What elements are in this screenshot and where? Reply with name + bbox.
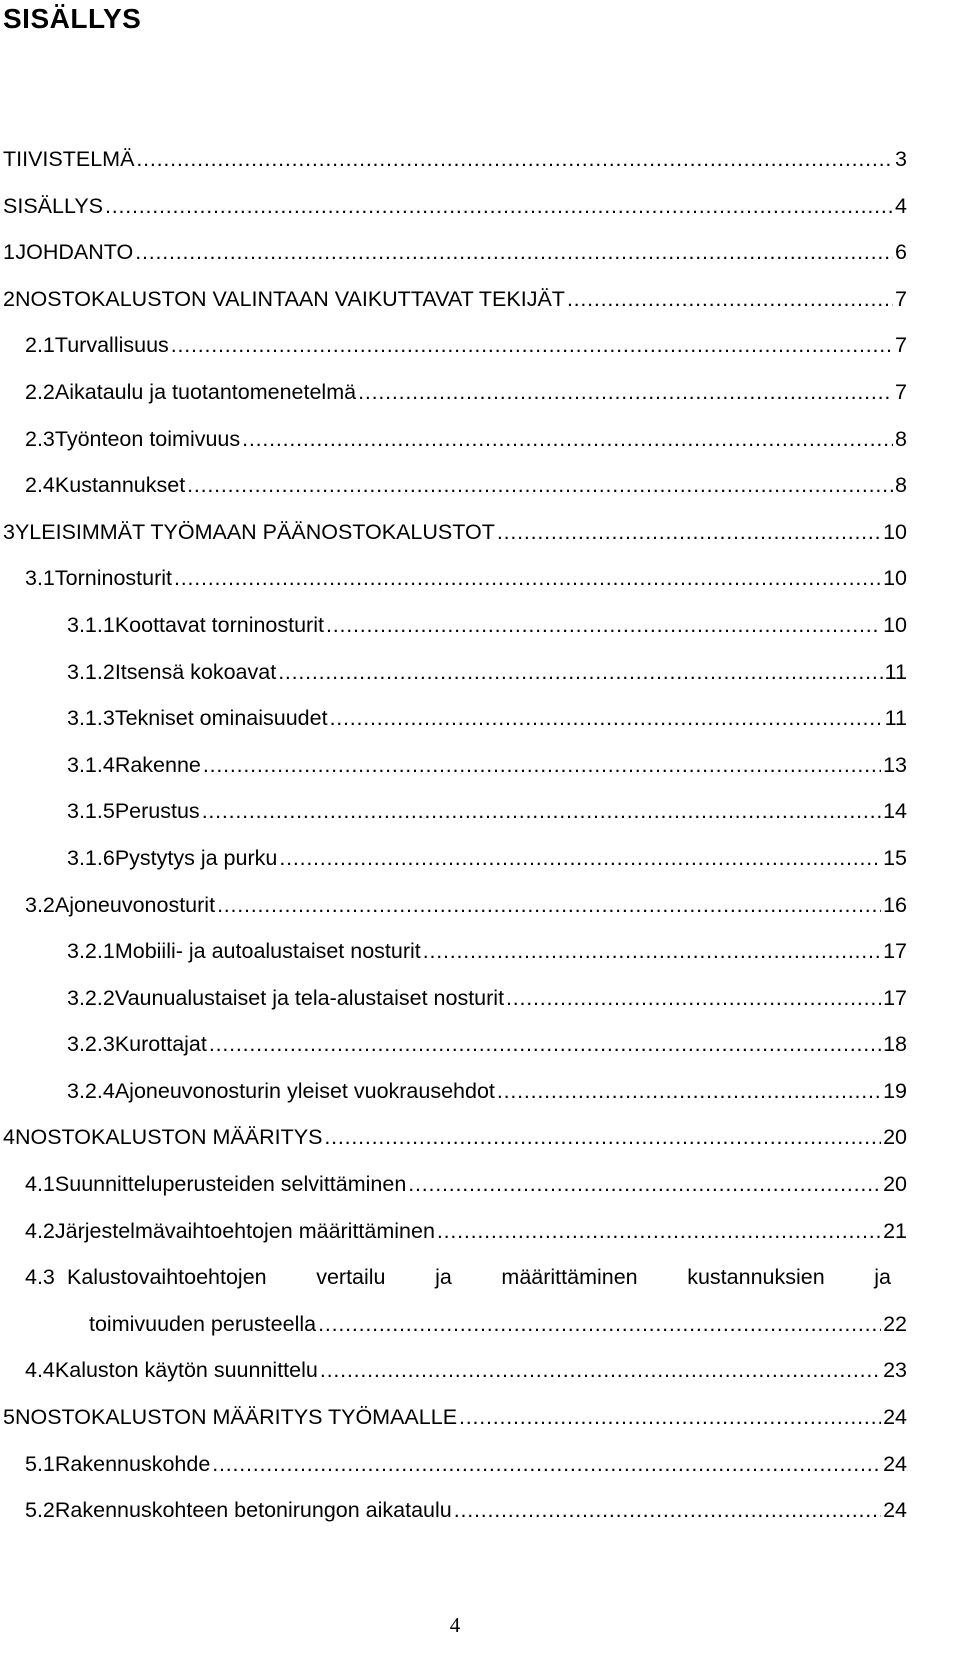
toc-entry-page: 13 <box>883 752 907 777</box>
toc-entry-title: Työnteon toimivuus <box>54 426 241 451</box>
toc-entry-title: NOSTOKALUSTON MÄÄRITYS TYÖMAALLE <box>14 1405 458 1430</box>
toc-entry[interactable] <box>3 1122 907 1169</box>
toc-entry-page: 16 <box>883 892 907 917</box>
toc-entry[interactable] <box>3 843 907 890</box>
toc-entry-title: Turvallisuus <box>54 333 169 358</box>
toc-entry[interactable] <box>3 750 907 797</box>
dot-leader <box>358 377 893 407</box>
toc-entry-number: 3.2 <box>25 892 55 917</box>
toc-entry-page: 10 <box>883 612 907 637</box>
toc-entry-title: Koottavat torninosturit <box>114 612 324 637</box>
dot-leader <box>279 843 881 873</box>
toc-entry[interactable] <box>3 330 907 377</box>
page-heading: SISÄLLYS <box>3 3 142 34</box>
dot-leader <box>105 191 893 221</box>
dot-leader <box>209 1029 881 1059</box>
toc-entry-title: YLEISIMMÄT TYÖMAAN PÄÄNOSTOKALUSTOT <box>14 519 495 544</box>
dot-leader <box>136 144 893 174</box>
toc-entry-number: 4.2 <box>25 1218 55 1243</box>
toc-entry[interactable] <box>3 1495 907 1542</box>
toc-entry-title: Vaunualustaiset ja tela-alustaiset nosturit <box>114 985 505 1010</box>
table-of-contents <box>3 144 907 1542</box>
toc-entry-title: Pystytys ja purku <box>114 845 278 870</box>
toc-entry-number: 2.1 <box>25 333 55 358</box>
dot-leader <box>506 983 881 1013</box>
toc-entry-number: 4 <box>3 1125 15 1150</box>
toc-entry-title: Perustus <box>114 799 200 824</box>
toc-entry-page: 11 <box>884 706 907 731</box>
toc-entry-number: 2.3 <box>25 426 55 451</box>
dot-leader <box>171 330 893 360</box>
toc-entry-number: 3.1.5 <box>67 799 115 824</box>
toc-entry-page: 23 <box>883 1358 907 1383</box>
dot-leader <box>423 936 881 966</box>
toc-entry-second-line <box>25 1309 907 1356</box>
toc-entry-word: määrittäminen <box>501 1265 638 1290</box>
toc-entry[interactable] <box>3 796 907 843</box>
toc-entry-title: NOSTOKALUSTON MÄÄRITYS <box>14 1125 323 1150</box>
toc-entry-title <box>67 1262 891 1309</box>
toc-entry-number: 1 <box>3 240 15 265</box>
toc-entry-page: 8 <box>895 473 907 498</box>
toc-entry-multiline[interactable] <box>3 1262 907 1355</box>
dot-leader <box>330 703 883 733</box>
toc-entry-title: SISÄLLYS <box>3 193 103 218</box>
toc-entry-page: 24 <box>883 1451 907 1476</box>
dot-leader <box>497 1076 881 1106</box>
toc-entry-number: 4.3 <box>25 1265 55 1290</box>
toc-entry-page: 17 <box>883 985 907 1010</box>
toc-entry[interactable] <box>3 610 907 657</box>
toc-entry-title: Rakennuskohde <box>54 1451 211 1476</box>
dot-leader <box>242 424 893 454</box>
dot-leader <box>408 1169 881 1199</box>
toc-entry-title: Aikataulu ja tuotantomenetelmä <box>54 379 357 404</box>
toc-entry-number: 3.2.3 <box>67 1032 115 1057</box>
dot-leader <box>459 1402 881 1432</box>
toc-entry[interactable] <box>3 470 907 517</box>
toc-entry[interactable] <box>3 1449 907 1496</box>
toc-entry-page: 4 <box>895 193 907 218</box>
toc-entry[interactable] <box>3 1402 907 1449</box>
toc-entry-number: 2.2 <box>25 379 55 404</box>
toc-entry-title: Kustannukset <box>54 473 186 498</box>
toc-entry-title: NOSTOKALUSTON VALINTAAN VAIKUTTAVAT TEKIJÄT <box>14 286 565 311</box>
toc-entry[interactable] <box>3 1029 907 1076</box>
toc-entry-title-continuation: toimivuuden perusteella <box>89 1311 317 1336</box>
toc-entry[interactable] <box>3 890 907 937</box>
toc-entry[interactable] <box>3 284 907 331</box>
toc-entry-page: 19 <box>883 1078 907 1103</box>
toc-entry-page: 17 <box>883 939 907 964</box>
toc-entry-word: Kalustovaihtoehtojen <box>67 1265 267 1290</box>
dot-leader <box>454 1495 881 1525</box>
toc-entry-page: 24 <box>883 1405 907 1430</box>
toc-entry-word: vertailu <box>316 1265 386 1290</box>
toc-entry[interactable] <box>3 936 907 983</box>
dot-leader <box>212 1449 881 1479</box>
toc-entry[interactable] <box>3 1355 907 1402</box>
toc-entry[interactable] <box>3 1169 907 1216</box>
toc-entry-page: 22 <box>883 1311 907 1336</box>
toc-entry-number: 3.1.3 <box>67 706 115 731</box>
toc-entry-page: 10 <box>883 519 907 544</box>
toc-entry-number: 3.2.1 <box>67 939 115 964</box>
dot-leader <box>217 890 881 920</box>
toc-entry-page: 15 <box>883 845 907 870</box>
toc-entry-title: TIIVISTELMÄ <box>3 147 135 171</box>
toc-entry-title: Itsensä kokoavat <box>114 659 277 684</box>
toc-entry[interactable] <box>3 983 907 1030</box>
toc-entry-page: 7 <box>895 286 907 311</box>
toc-entry-number: 3.1 <box>25 566 55 591</box>
toc-entry-page: 20 <box>883 1172 907 1197</box>
dot-leader <box>326 610 881 640</box>
toc-entry-page: 8 <box>895 426 907 451</box>
toc-entry-page: 3 <box>895 147 907 171</box>
toc-entry-page: 18 <box>883 1032 907 1057</box>
toc-entry-page: 14 <box>883 799 907 824</box>
toc-entry-page: 11 <box>884 659 907 684</box>
dot-leader <box>567 284 893 314</box>
toc-entry[interactable] <box>3 377 907 424</box>
toc-entry[interactable] <box>3 237 907 284</box>
toc-entry-page: 7 <box>895 379 907 404</box>
toc-entry-page: 10 <box>883 566 907 591</box>
toc-entry-page: 6 <box>895 240 907 265</box>
toc-entry[interactable] <box>3 191 907 238</box>
dot-leader <box>135 237 893 267</box>
toc-entry-title: Kaluston käytön suunnittelu <box>54 1358 318 1383</box>
toc-entry[interactable] <box>3 1216 907 1263</box>
toc-entry-number: 3.1.2 <box>67 659 115 684</box>
toc-entry-page: 21 <box>883 1218 907 1243</box>
toc-entry-number: 5 <box>3 1405 15 1430</box>
toc-entry-word: kustannuksien <box>687 1265 825 1290</box>
toc-entry-title: Suunnitteluperusteiden selvittäminen <box>54 1172 407 1197</box>
toc-entry-title: JOHDANTO <box>15 240 134 265</box>
toc-entry-number: 3 <box>3 519 15 544</box>
toc-entry-page: 7 <box>895 333 907 358</box>
toc-entry[interactable] <box>3 424 907 471</box>
toc-entry-number: 3.1.1 <box>67 612 115 637</box>
toc-entry[interactable] <box>3 703 907 750</box>
toc-entry-number: 3.1.6 <box>67 845 115 870</box>
dot-leader <box>497 517 881 547</box>
toc-entry[interactable] <box>3 144 907 191</box>
toc-entry[interactable] <box>3 1076 907 1123</box>
dot-leader <box>278 657 882 687</box>
toc-entry-title: Järjestelmävaihtoehtojen määrittäminen <box>54 1218 435 1243</box>
toc-entry-page: 24 <box>883 1498 907 1523</box>
toc-entry-title: Rakennuskohteen betonirungon aikataulu <box>54 1498 452 1523</box>
toc-entry[interactable] <box>3 517 907 564</box>
toc-entry-title: Tekniset ominaisuudet <box>114 706 328 731</box>
dot-leader <box>437 1216 881 1246</box>
toc-entry-number: 4.4 <box>25 1358 55 1383</box>
dot-leader <box>174 563 881 593</box>
toc-entry-title: Ajoneuvonosturit <box>54 892 216 917</box>
dot-leader <box>324 1122 881 1152</box>
toc-entry-title: Kurottajat <box>114 1032 207 1057</box>
toc-entry-number: 5.1 <box>25 1451 55 1476</box>
toc-entry-number: 5.2 <box>25 1498 55 1523</box>
toc-entry-number: 2 <box>3 286 15 311</box>
page-number: 4 <box>449 1613 461 1637</box>
toc-entry-word: ja <box>874 1265 891 1290</box>
toc-entry-title: Torninosturit <box>54 566 172 591</box>
toc-entry-first-line <box>25 1262 891 1309</box>
toc-entry-number: 3.2.4 <box>67 1078 115 1103</box>
toc-entry-number: 4.1 <box>25 1172 55 1197</box>
toc-entry[interactable] <box>3 563 907 610</box>
toc-entry-page: 20 <box>883 1125 907 1150</box>
toc-entry[interactable] <box>3 657 907 704</box>
toc-entry-title: Mobiili- ja autoalustaiset nosturit <box>114 939 421 964</box>
dot-leader <box>202 796 881 826</box>
toc-entry-title: Ajoneuvonosturin yleiset vuokrausehdot <box>114 1078 495 1103</box>
dot-leader <box>320 1355 881 1385</box>
toc-entry-word: ja <box>435 1265 452 1290</box>
dot-leader <box>187 470 893 500</box>
toc-entry-title: Rakenne <box>114 752 201 777</box>
toc-entry-number: 3.2.2 <box>67 985 115 1010</box>
toc-entry-number: 3.1.4 <box>67 752 115 777</box>
dot-leader <box>318 1309 881 1339</box>
dot-leader <box>203 750 881 780</box>
toc-entry-number: 2.4 <box>25 473 55 498</box>
